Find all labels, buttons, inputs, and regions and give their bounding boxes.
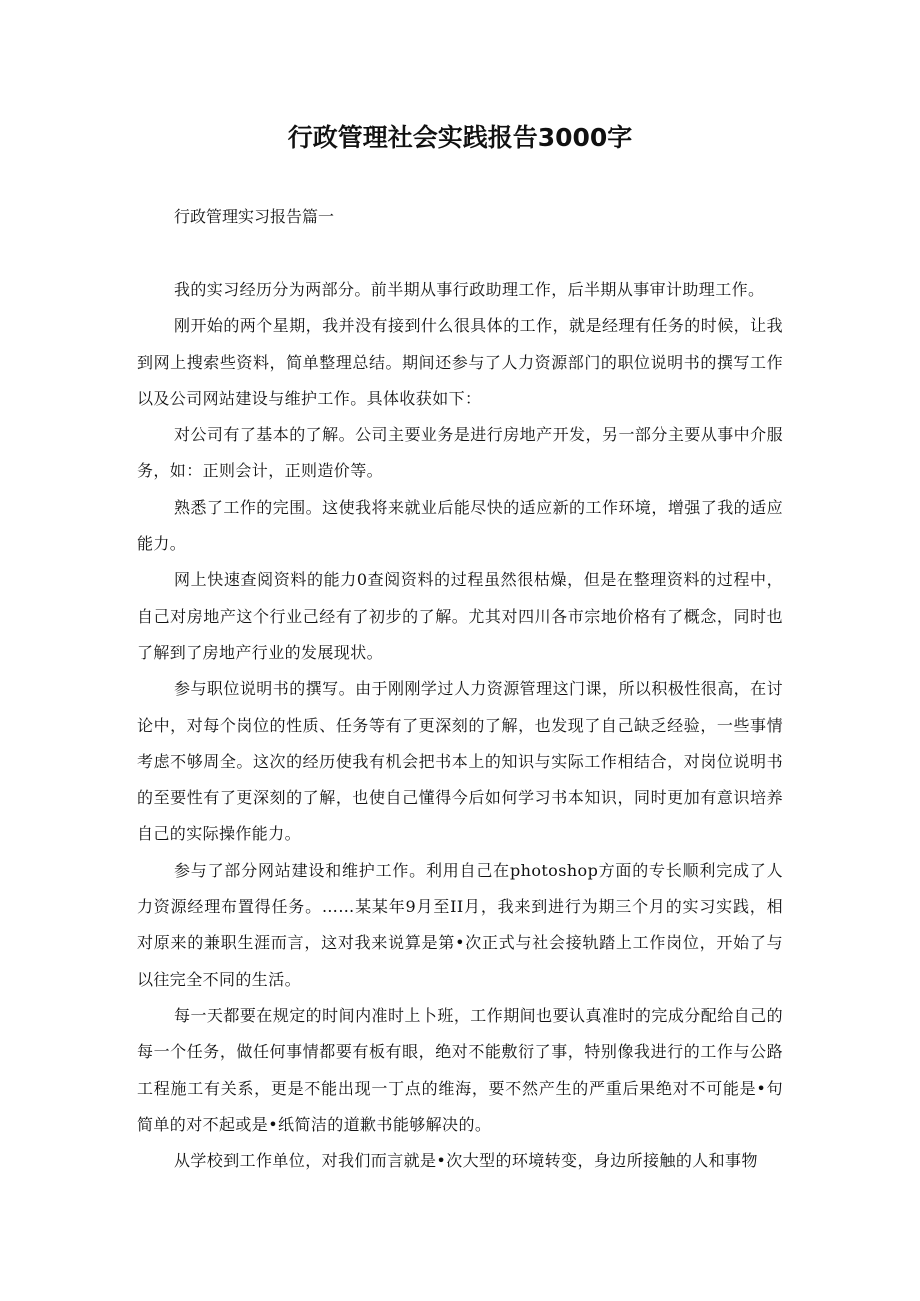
section-heading: 行政管理实习报告篇一 [174, 207, 335, 226]
document-body [137, 272, 783, 1179]
paragraph: 网上快速查阅资料的能力0查阅资料的过程虽然很枯燥，但是在整理资料的过程中，自己对房地产这个行业己经有了初步的了解。尤其对四川各市宗地价格有了概念，同时也了解到了房地产行业的发展现状。 [137, 570, 783, 662]
document-title: 行政管理社会实践报告3000字 [287, 123, 633, 152]
paragraph: 从学校到工作单位，对我们而言就是•次大型的环境转变，身边所接触的人和事物 [174, 1151, 758, 1171]
paragraph: 刚开始的两个星期，我并没有接到什么很具体的工作，就是经理有任务的时候，让我到网上搜索些资料，简单整理总结。期间还参与了人力资源部门的职位说明书的撰写工作以及公司网站建设与维护工作。具体收获如下： [137, 316, 783, 408]
paragraph: 参与职位说明书的撰写。由于刚刚学过人力资源管理这门课，所以积极性很高，在讨论中，对每个岗位的性质、任务等有了更深刻的了解，也发现了自己缺乏经验，一些事情考虑不够周全。这次的经历使我有机会把书本上的知识与实际工作相结合，对岗位说明书的至要性有了更深刻的了解，也使自己懂得今后如何学习书本知识，同时更加有意识培养自己的实际操作能力。 [137, 679, 783, 844]
paragraph: 对公司有了基本的了解。公司主要业务是进行房地产开发，另一部分主要从事中介服务，如：正则会计，正则造价等。 [137, 425, 783, 481]
paragraph: 熟悉了工作的完围。这使我将来就业后能尽快的适应新的工作环境，增强了我的适应能力。 [137, 497, 783, 554]
paragraph: 每一天都要在规定的时间内准时上卜班，工作期间也要认真准时的完成分配给自己的每一个任务，做任何事情都要有板有眼，绝对不能敷衍了事，特别像我进行的工作与公路工程施工有关系，更是不能出现一丁点的维海，要不然产生的严重后果绝对不可能是•句简单的对不起或是•纸简洁的道歉书能够解决的。 [137, 1005, 783, 1134]
paragraph: 参与了部分网站建设和维护工作。利用自己在photoshop方面的专长顺利完成了人力资源经理布置得任务。……某某年9月至II月，我来到进行为期三个月的实习实践，相对原来的兼职生涯而言，这对我来说算是第•次正式与社会接轨踏上工作岗位，开始了与以往完全不同的生活。 [137, 860, 783, 989]
paragraph: 我的实习经历分为两部分。前半期从事行政助理工作，后半期从事审计助理工作。 [174, 280, 765, 299]
